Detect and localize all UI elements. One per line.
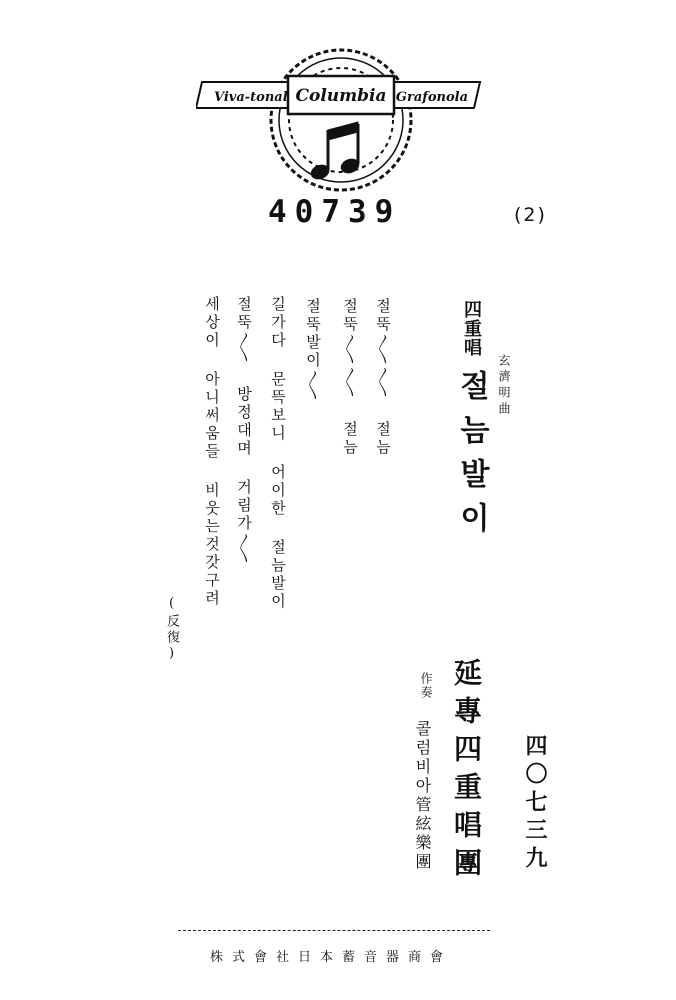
song-title: 절늠발이 [454, 370, 489, 546]
lyric-line: 절뚝발이〳〵 [304, 298, 322, 403]
song-genre: 四重唱 [461, 300, 482, 357]
logo-center-text: Columbia [295, 86, 387, 106]
side-number: (2) [514, 204, 547, 226]
repeat-marker: (反復) [164, 596, 179, 664]
columbia-logo [196, 38, 486, 198]
lyric-line: 길가다 문뜩보니 어이한 절늠발이 [269, 296, 287, 611]
music-note-icon [309, 122, 360, 181]
lyric-line: 절뚝〳〵〳〵 절늠 [374, 298, 392, 457]
lyric-line: 절뚝〳〵〳〵 절늠 [341, 298, 359, 457]
record-number: 40739 [268, 194, 402, 230]
logo-left-text: Viva-tonal [214, 90, 288, 105]
logo-right-text: Grafonola [395, 90, 468, 105]
lyric-line: 세상이 아니써움들 비웃는것갓구려 [203, 296, 221, 608]
catalog-number-vertical: 四〇七三九 [522, 734, 548, 874]
composer: 玄濟明曲 [497, 354, 511, 418]
lyric-line: 절뚝〳〵 방정대며 거림가〳〵 [235, 296, 253, 566]
accompaniment: 콜럼비아管絃樂團 [413, 720, 432, 872]
performer-label: 作奏 [419, 672, 433, 700]
divider [178, 930, 490, 931]
performer-name: 延專四重唱團 [450, 658, 483, 886]
company-name: 株式會社日本蓄音器商會 [210, 950, 453, 965]
